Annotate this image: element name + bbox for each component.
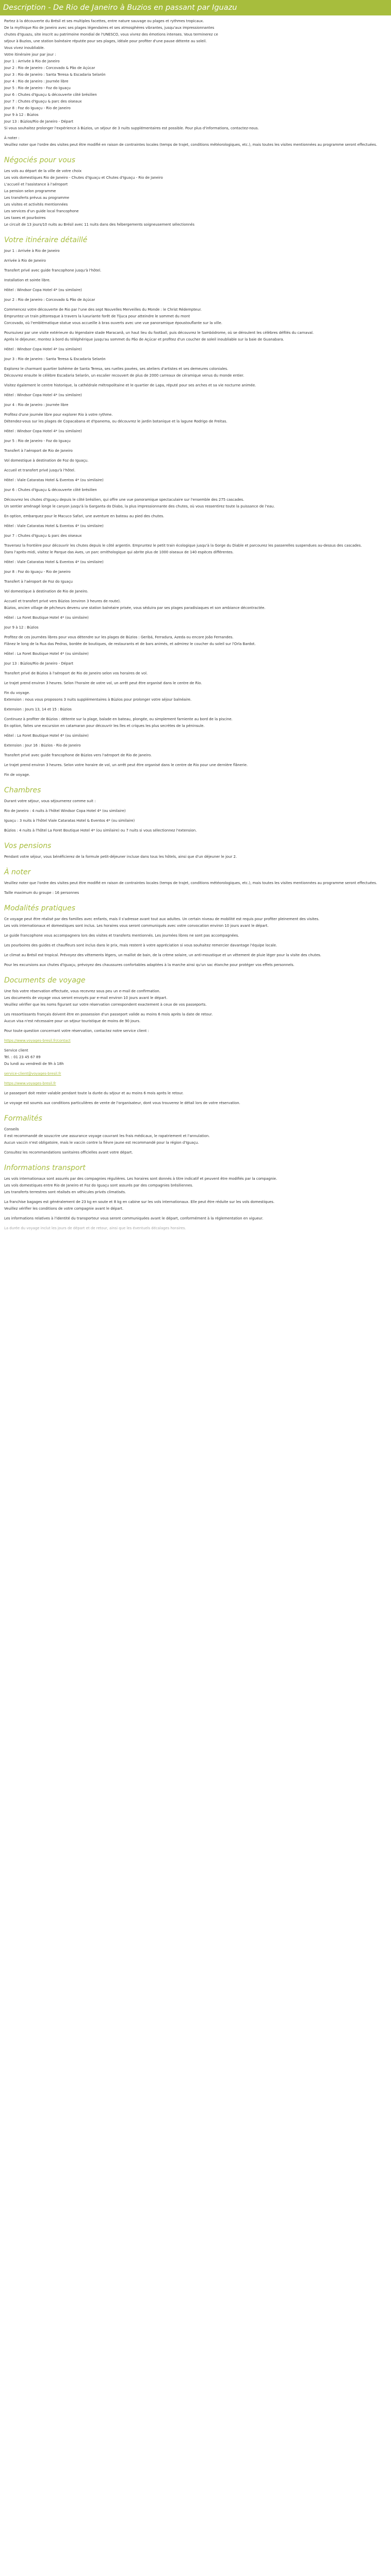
text-link[interactable]: https://www.voyages-bresil.fr/contact xyxy=(4,1039,71,1043)
text-line: À noter : xyxy=(4,136,20,140)
text-line: Visitez également le centre historique, la cathédrale métropolitaine et le quartier de Lapa, réputé pour ses arches et sa vie nocturne animée. xyxy=(4,383,256,387)
text-line: Il est recommandé de souscrire une assurance voyage couvrant les frais médicaux, le rapatriement et l'annulation. xyxy=(4,1134,210,1138)
text-line: Le climat au Brésil est tropical. Prévoyez des vêtements légers, un maillot de bain, de la crème solaire, un anti-moustique et un vêtement de pluie léger pour la visite des chutes. xyxy=(4,953,321,957)
text-block xyxy=(4,762,387,769)
text-line: Veuillez noter que l'ordre des visites peut être modifié en raison de contraintes locales (temps de trajet, conditions météorologiques, etc.), mais toutes les visites mentionnées au programme seront effectuées. xyxy=(4,881,378,885)
text-line: Taille maximum du groupe : 16 personnes xyxy=(4,891,79,895)
text-block xyxy=(4,733,387,739)
text-block xyxy=(4,297,387,303)
text-line: Profitez de ces journées libres pour vous détendre sur les plages de Búzios : Geribá, Ferradura, Azeda ou encore João Fernandes. xyxy=(4,635,234,639)
page-title: Description - De Rio de Janeiro à Buzios en passant par Iguazu xyxy=(3,4,237,12)
text-line: Jour 2 : Rio de Janeiro : Corcovado & Pão de Açúcar xyxy=(4,298,95,302)
text-link[interactable]: https://www.voyages-bresil.fr xyxy=(4,1081,56,1086)
text-block xyxy=(4,670,387,677)
text-block xyxy=(4,1199,387,1212)
text-line: Les informations relatives à l'identité du transporteur vous seront communiquées avant le départ, conformément à la réglementation en vigueur. xyxy=(4,1216,264,1221)
text-line: Búzios, ancien village de pêcheurs devenu une station balnéaire prisée, vous séduira par ses plages paradisiaques et son ambiance décontractée. xyxy=(4,606,266,610)
text-line: Aucun visa n'est nécessaire pour un séjour touristique de moins de 90 jours. xyxy=(4,1019,141,1023)
text-block xyxy=(4,307,387,327)
text-block xyxy=(4,1126,387,1146)
text-block xyxy=(4,366,387,379)
text-line: Hôtel : Viale Cataratas Hotel & Eventos 4* (ou similaire) xyxy=(4,560,104,564)
text-line: La pension selon programme xyxy=(4,189,56,193)
link-block xyxy=(4,1071,387,1077)
text-line: Corcovado, où l'emblématique statue vous accueille à bras ouverts avec une vue panoramique époustouflante sur la ville. xyxy=(4,321,222,325)
text-block xyxy=(4,598,387,612)
text-block xyxy=(4,392,387,399)
text-block xyxy=(4,742,387,749)
text-line: Jour 13 : Búzios/Rio de Janeiro - Départ xyxy=(4,662,73,666)
text-line: Commencez votre découverte de Rio par l'une des sept Nouvelles Merveilles du Monde : le Christ Rédempteur. xyxy=(4,308,202,312)
text-line: Installation et soirée libre. xyxy=(4,278,51,282)
text-line: Aucun vaccin n'est obligatoire, mais le vaccin contre la fièvre jaune est recommandé pour la région d'Iguaçu. xyxy=(4,1141,199,1145)
text-line: Transfert privé avec guide francophone de Búzios vers l'aéroport de Rio de Janeiro. xyxy=(4,753,152,757)
text-line: Les taxes et pourboires xyxy=(4,216,46,220)
text-block xyxy=(4,579,387,585)
text-line: Jour 1 : Arrivée à Rio de Janeiro xyxy=(4,59,60,63)
text-block xyxy=(4,569,387,575)
section-heading: Formalités xyxy=(4,1114,42,1123)
section-heading: Chambres xyxy=(4,786,41,794)
text-block xyxy=(4,448,387,454)
text-line: Jour 6 : Chutes d'Iguaçu & découverte côté brésilien xyxy=(4,488,97,492)
text-line: Accueil et transfert privé jusqu'à l'hôtel. xyxy=(4,468,76,472)
text-block xyxy=(4,752,387,759)
text-line: Transfert à l'aéroport de Rio de Janeiro xyxy=(4,449,73,453)
text-line: Extension : Jours 13, 14 et 15 : Búzios xyxy=(4,707,72,711)
text-line: Les vols au départ de la ville de votre choix xyxy=(4,169,82,173)
text-line: Hôtel : Windsor Copa Hotel 4* (ou similaire) xyxy=(4,288,82,292)
text-line: Les transferts terrestres sont réalisés en véhicules privés climatisés. xyxy=(4,1190,126,1194)
text-block xyxy=(4,854,387,860)
text-block xyxy=(4,916,387,929)
text-line: Les transferts prévus au programme xyxy=(4,196,70,200)
text-line: Les vols domestiques Rio de Janeiro - Chutes d'Iguaçu et Chutes d'Iguaçu - Rio de Janeiro xyxy=(4,176,163,180)
footnote: La durée du voyage inclut les jours de départ et de retour, ainsi que les éventuels décalages horaires. xyxy=(4,1226,186,1230)
text-line: Jour 3 : Rio de Janeiro : Santa Teresa & Escadaria Selarón xyxy=(4,357,106,361)
text-line: séjour à Buzios, une station balnéaire réputée pour ses plages, idéale pour profiter d'une pause détente au soleil. xyxy=(4,39,207,43)
text-block xyxy=(4,890,387,896)
text-line: Hôtel : Windsor Copa Hotel 4* (ou similaire) xyxy=(4,393,82,397)
text-block xyxy=(4,942,387,949)
text-block xyxy=(4,798,387,805)
text-line: Jour 7 : Chutes d'Iguaçu & parc des oiseaux xyxy=(4,99,82,104)
text-line: Jour 9 à 12 : Búzios xyxy=(4,113,39,117)
text-line: Accueil et transfert privé vers Búzios (environ 3 heures de route). xyxy=(4,599,121,603)
text-line: Le trajet prend environ 3 heures. Selon l'horaire de votre vol, un arrêt peut être organisé dans le centre de Rio. xyxy=(4,681,202,685)
section-heading: Informations transport xyxy=(4,1164,86,1172)
text-line: Arrivée à Rio de Janeiro xyxy=(4,259,46,263)
text-line: Détendez-vous sur les plages de Copacabana et d'Ipanema, ou découvrez le jardin botanique et la lagune Rodrigo de Freitas. xyxy=(4,419,227,423)
text-block xyxy=(4,513,387,520)
text-line: En option, faites une excursion en catamaran pour découvrir les îles et criques les plus secrètes de la péninsule. xyxy=(4,724,205,728)
text-block xyxy=(4,1215,387,1222)
text-line: Hôtel : Viale Cataratas Hotel & Eventos 4* (ou similaire) xyxy=(4,478,104,482)
text-line: Jour 5 : Rio de Janeiro - Foz do Iguaçu xyxy=(4,86,71,90)
text-line: Les documents de voyage vous seront envoyés par e-mail environ 10 jours avant le départ. xyxy=(4,996,168,1000)
text-block xyxy=(4,818,387,824)
text-block xyxy=(4,346,387,353)
text-block xyxy=(4,18,387,132)
text-line: Les ressortissants français doivent être en possession d'un passeport valide au moins 6 mois après la date de retour. xyxy=(4,1012,213,1016)
text-line: Service client xyxy=(4,1048,28,1053)
text-block xyxy=(4,135,387,148)
text-block xyxy=(4,827,387,834)
text-line: Partez à la découverte du Brésil et ses multiples facettes, entre nature sauvage ou plages et rythmes tropicaux. xyxy=(4,19,204,23)
section-heading: Modalités pratiques xyxy=(4,904,76,912)
text-block xyxy=(4,559,387,566)
text-line: Jour 8 : Foz do Iguaçu - Rio de Janeiro xyxy=(4,106,71,110)
text-line: Les pourboires des guides et chauffeurs sont inclus dans le prix, mais restent à votre appréciation si vous souhaitez remercier davantage l'équipe locale. xyxy=(4,943,278,947)
section-heading: Vos pensions xyxy=(4,842,52,850)
text-block xyxy=(4,168,387,228)
text-line: De la mythique Rio de Janeiro avec ses plages légendaires et ses atmosphères vibrantes, jusqu'aux impressionnantes xyxy=(4,26,215,30)
link-block xyxy=(4,1080,387,1087)
text-line: Le guide francophone vous accompagnera lors des visites et transferts mentionnés. Les journées libres ne sont pas accompagnées. xyxy=(4,934,239,938)
text-line: Jour 7 : Chutes d'Iguaçu & parc des oiseaux xyxy=(4,534,82,538)
text-line: Jour 6 : Chutes d'Iguaçu & découverte côté brésilien xyxy=(4,93,97,97)
text-line: Jour 4 : Rio de Janeiro : Journée libre xyxy=(4,403,69,407)
text-line: Jour 9 à 12 : Búzios xyxy=(4,625,39,630)
text-line: Découvrez les chutes d'Iguaçu depuis le côté brésilien, qui offre une vue panoramique spectaculaire sur l'ensemble des 275 cascades. xyxy=(4,498,245,502)
text-line: Dans l'après-midi, visitez le Parque das Aves, un parc ornithologique qui abrite plus de 1000 oiseaux de 140 espèces différentes. xyxy=(4,550,234,554)
text-block xyxy=(4,952,387,959)
section-heading: À noter xyxy=(4,868,31,876)
text-block xyxy=(4,690,387,703)
text-block xyxy=(4,402,387,409)
text-line: Veuillez vérifier les conditions de votre compagnie avant le départ. xyxy=(4,1207,124,1211)
text-line: Vol domestique à destination de Foz do Iguaçu. xyxy=(4,459,89,463)
text-line: Pour les excursions aux chutes d'Iguaçu, prévoyez des chaussures confortables adaptées à la marche ainsi qu'un sac étanche pour protéger vos effets personnels. xyxy=(4,963,295,967)
text-block xyxy=(4,523,387,530)
text-line: Hôtel : La Foret Boutique Hotel 4* (ou similaire) xyxy=(4,652,89,656)
text-block xyxy=(4,1028,387,1035)
main-content xyxy=(0,15,391,1232)
header-banner xyxy=(0,0,391,15)
text-line: Ce voyage peut être réalisé par des familles avec enfants, mais il s'adresse avant tout aux adultes. Un certain niveau de mobilité est requis pour profiter pleinement des visites. xyxy=(4,917,320,921)
text-link[interactable]: service-client@voyages-bresil.fr xyxy=(4,1072,61,1076)
text-line: Pendant votre séjour, vous bénéficierez de la formule petit-déjeuner incluse dans tous les hôtels, ainsi que d'un déjeuner le jour 2. xyxy=(4,855,237,859)
text-line: Après le déjeuner, montez à bord du téléphérique jusqu'au sommet du Pão de Açúcar et profitez d'un coucher de soleil inoubliable sur la baie de Guanabara. xyxy=(4,337,284,342)
text-block xyxy=(4,615,387,621)
text-line: Empruntez un train pittoresque à travers la luxuriante forêt de Tijuca pour atteindre le sommet du mont xyxy=(4,314,190,318)
text-line: Rio de Janeiro : 4 nuits à l'hôtel Windsor Copa Hotel 4* (ou similaire) xyxy=(4,809,126,813)
text-line: Le trajet prend environ 3 heures. Selon votre horaire de vol, un arrêt peut être organisé dans le centre de Rio pour une dernière flânerie. xyxy=(4,763,248,767)
text-block xyxy=(4,962,387,969)
text-line: Transfert privé avec guide francophone jusqu'à l'hôtel. xyxy=(4,268,102,273)
text-block xyxy=(4,428,387,435)
text-block xyxy=(4,1090,387,1097)
text-line: Du lundi au vendredi de 9h à 18h xyxy=(4,1062,64,1066)
text-line: Les visites et activités mentionnées xyxy=(4,202,68,207)
text-block xyxy=(4,1047,387,1067)
text-line: Fin du voyage. xyxy=(4,691,30,695)
text-line: Traversez la frontière pour découvrir les chutes depuis le côté argentin. Empruntez le petit train écologique jusqu'à la Gorge du Diable et parcourez les passerelles suspendues au-dessus des cascades. xyxy=(4,544,362,548)
text-line: Explorez le charmant quartier bohème de Santa Teresa, ses ruelles pavées, ses ateliers d'artistes et ses demeures coloniales. xyxy=(4,367,229,371)
text-line: Si vous souhaitez prolonger l'expérience à Búzios, un séjour de 3 nuits supplémentaires est possible. Pour plus d'informations, contactez-nous. xyxy=(4,126,259,130)
text-line: Profitez d'une journée libre pour explorer Rio à votre rythme. xyxy=(4,413,113,417)
text-block xyxy=(4,660,387,667)
text-line: Hôtel : Viale Cataratas Hotel & Eventos 4* (ou similaire) xyxy=(4,524,104,528)
text-line: Vol domestique à destination de Rio de Janeiro. xyxy=(4,589,89,594)
text-block xyxy=(4,356,387,363)
text-line: Pour toute question concernant votre réservation, contactez notre service client : xyxy=(4,1029,149,1033)
section-heading: Négociés pour vous xyxy=(4,156,76,164)
text-line: Poursuivez par une visite extérieure du légendaire stade Maracanã, un haut lieu du football, puis découvrez le Sambódrome, où se déroulent les célèbres défilés du carnaval. xyxy=(4,331,314,335)
text-line: Fin de voyage. xyxy=(4,773,30,777)
text-line: Jour 13 : Búzios/Rio de Janeiro - Départ xyxy=(4,120,73,124)
text-line: Les vols internationaux sont assurés par des compagnies régulières. Les horaires sont donnés à titre indicatif et peuvent être modifiés par la compagnie. xyxy=(4,1177,278,1181)
text-block xyxy=(4,624,387,631)
text-line: Le circuit de 13 jours/10 nuits au Brésil avec 11 nuits dans des hébergements soigneusement sélectionnés xyxy=(4,223,194,227)
text-block xyxy=(4,533,387,539)
text-block xyxy=(4,1011,387,1025)
text-line: Découvrez ensuite le célèbre Escadaria Selarón, un escalier recouvert de plus de 2000 carreaux de céramique venus du monde entier. xyxy=(4,374,245,378)
text-line: Jour 4 : Rio de Janeiro : Journée libre xyxy=(4,79,69,83)
text-line: La franchise bagages est généralement de 23 kg en soute et 8 kg en cabine sur les vols internationaux. Elle peut être réduite sur les vols domestiques. xyxy=(4,1200,275,1204)
text-block xyxy=(4,412,387,425)
text-line: Les vols internationaux et domestiques sont inclus. Les horaires vous seront communiqués avec votre convocation environ 10 jours avant le départ. xyxy=(4,924,269,928)
text-line: chutes d'Iguazu, site inscrit au patrimoine mondial de l'UNESCO, vous vivrez des émotions intenses. Vous terminerez ce xyxy=(4,32,218,37)
text-block xyxy=(4,497,387,510)
text-line: Búzios : 4 nuits à l'hôtel La Foret Boutique Hotel 4* (ou similaire) ou 7 nuits si vous sélectionnez l'extension. xyxy=(4,828,197,833)
text-block xyxy=(4,267,387,274)
text-line: Jour 8 : Foz do Iguaçu - Rio de Janeiro xyxy=(4,570,71,574)
text-block xyxy=(4,716,387,730)
section-heading: Documents de voyage xyxy=(4,976,86,985)
text-line: Consultez les recommandations sanitaires officielles avant votre départ. xyxy=(4,1150,133,1155)
text-block xyxy=(4,438,387,445)
text-block xyxy=(4,706,387,713)
text-block xyxy=(4,258,387,264)
text-line: Extension : Jour 16 : Búzios - Rio de Janeiro xyxy=(4,743,81,748)
text-block xyxy=(4,1149,387,1156)
text-block xyxy=(4,680,387,687)
text-block xyxy=(4,382,387,389)
text-block xyxy=(4,588,387,595)
text-block xyxy=(4,634,387,648)
text-line: Jour 5 : Rio de Janeiro - Foz do Iguaçu xyxy=(4,439,71,443)
text-line: Conseils xyxy=(4,1127,19,1131)
text-line: Veuillez noter que l'ordre des visites peut être modifié en raison de contraintes locales (temps de trajet, conditions météorologiques, etc.), mais toutes les visites mentionnées au programme seront effectuées. xyxy=(4,143,378,147)
text-block xyxy=(4,287,387,294)
section-heading: Votre itinéraire détaillé xyxy=(4,236,88,244)
text-line: Vous vivez inoubliable. xyxy=(4,46,45,50)
text-block xyxy=(4,880,387,887)
text-line: Durant votre séjour, vous séjournerez comme suit : xyxy=(4,799,96,803)
text-line: Veuillez vérifier que les noms figurant sur votre réservation correspondent exactement à ceux de vos passeports. xyxy=(4,1003,207,1007)
text-line: Un sentier aménagé longe le canyon jusqu'à la Garganta do Diabo, la plus impressionnante des chutes, où vous ressentirez toute la puissance de l'eau. xyxy=(4,504,275,509)
text-line: Hôtel : La Foret Boutique Hotel 4* (ou similaire) xyxy=(4,616,89,620)
text-line: Les vols domestiques entre Rio de Janeiro et Foz do Iguaçu sont assurés par des compagnies brésiliennes. xyxy=(4,1183,193,1188)
text-line: Jour 1 : Arrivée à Rio de Janeiro xyxy=(4,249,60,253)
text-line: Hôtel : Windsor Copa Hotel 4* (ou similaire) xyxy=(4,347,82,351)
text-line: L'accueil et l'assistance à l'aéroport xyxy=(4,182,68,187)
text-block xyxy=(4,772,387,778)
text-line: Tél. : 01 23 45 67 89 xyxy=(4,1055,41,1059)
text-block xyxy=(4,457,387,464)
text-block xyxy=(4,651,387,657)
text-line: Transfert privé de Búzios à l'aéroport de Rio de Janeiro selon vos horaires de vol. xyxy=(4,671,148,675)
text-block xyxy=(4,933,387,939)
text-line: Une fois votre réservation effectuée, vous recevrez sous peu un e-mail de confirmation. xyxy=(4,989,160,993)
text-line: Jour 3 : Rio de Janeiro : Santa Teresa & Escadaria Selarón xyxy=(4,73,106,77)
text-block xyxy=(4,330,387,343)
text-block xyxy=(4,543,387,556)
text-block xyxy=(4,248,387,255)
text-block xyxy=(4,808,387,815)
text-line: En option, embarquez pour le Macuco Safari, une aventure en bateau au pied des chutes. xyxy=(4,514,165,518)
link-block xyxy=(4,1038,387,1044)
text-line: Extension : nous vous proposons 3 nuits supplémentaires à Búzios pour prolonger votre séjour balnéaire. xyxy=(4,698,192,702)
text-block xyxy=(4,477,387,484)
text-line: Iguaçu : 3 nuits à l'hôtel Viale Cataratas Hotel & Eventos 4* (ou similaire) xyxy=(4,819,135,823)
text-line: Jour 2 : Rio de Janeiro : Corcovado & Pão de Açúcar xyxy=(4,66,95,70)
text-line: Flânez le long de la Rua das Pedras, bordée de boutiques, de restaurants et de bars animés, et admirez le coucher du soleil sur l'Orla Bardot. xyxy=(4,642,256,646)
text-line: Le passeport doit rester valable pendant toute la durée du séjour et au moins 6 mois après le retour. xyxy=(4,1091,184,1095)
text-block xyxy=(4,1176,387,1196)
text-line: Les services d'un guide local francophone xyxy=(4,209,79,213)
text-line: Le voyage est soumis aux conditions particulières de vente de l'organisateur, dont vous trouverez le détail lors de votre réservation. xyxy=(4,1101,240,1105)
text-block xyxy=(4,487,387,494)
text-line: Hôtel : La Foret Boutique Hotel 4* (ou similaire) xyxy=(4,734,89,738)
text-block xyxy=(4,1100,387,1107)
text-line: Continuez à profiter de Búzios : détente sur la plage, balade en bateau, plongée, ou simplement farniente au bord de la piscine. xyxy=(4,717,233,721)
text-block xyxy=(4,277,387,284)
text-line: Transfert à l'aéroport de Foz do Iguaçu xyxy=(4,580,73,584)
text-line: Votre itinéraire jour par jour : xyxy=(4,53,56,57)
text-block xyxy=(4,467,387,474)
text-line: Hôtel : Windsor Copa Hotel 4* (ou similaire) xyxy=(4,429,82,433)
text-block xyxy=(4,988,387,1008)
